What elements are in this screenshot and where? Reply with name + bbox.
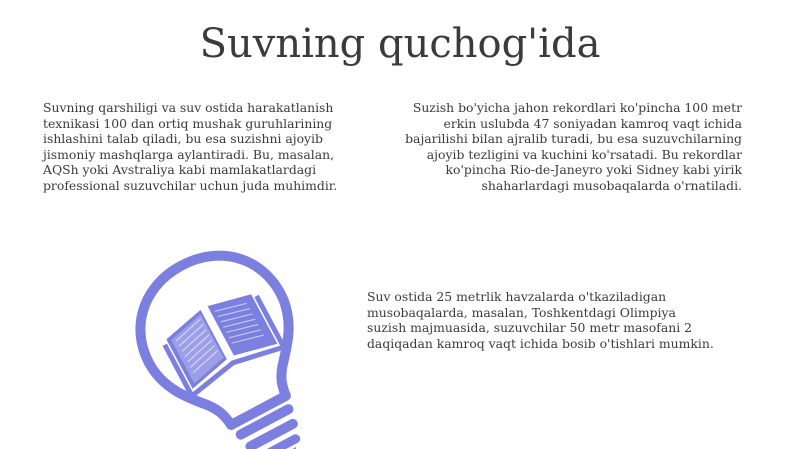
- paragraph-bottom: Suv ostida 25 metrlik havzalarda o'tkaziladigan musobaqalarda, masalan, Toshkentdagi Olimpiya suzish majmuasida, suzuvchilar 50 metr masofani 2 daqiqadan kamroq vaqt ichida bosib o'tishlari mumkin.: [367, 289, 714, 351]
- paragraph-left: Suvning qarshiligi va suv ostida harakatlanish texnikasi 100 dan ortiq mushak guruhlarining ishlashini talab qiladi, bu esa suzishni ajoyib jismoniy mashqlarga aylantiradi. Bu, masalan, AQSh yoki Avstraliya kabi mamlakatlardagi professional suzuvchilar uchun juda muhimdir.: [43, 100, 338, 193]
- slide-title: Suvning quchog'ida: [199, 21, 601, 67]
- paragraph-right: Suzish bo'yicha jahon rekordlari ko'pincha 100 metr erkin uslubda 47 soniyadan kamroq vaqt ichida bajarilishi bilan ajralib turadi, bu esa suzuvchilarning ajoyib tezligini va kuchini ko'rsatadi. Bu rekordlar ko'pincha Rio-de-Janeyro yoki Sidney kabi yirik shaharlardagi musobaqalarda o'rnatiladi.: [405, 100, 742, 193]
- lightbulb-book-icon: [90, 248, 320, 449]
